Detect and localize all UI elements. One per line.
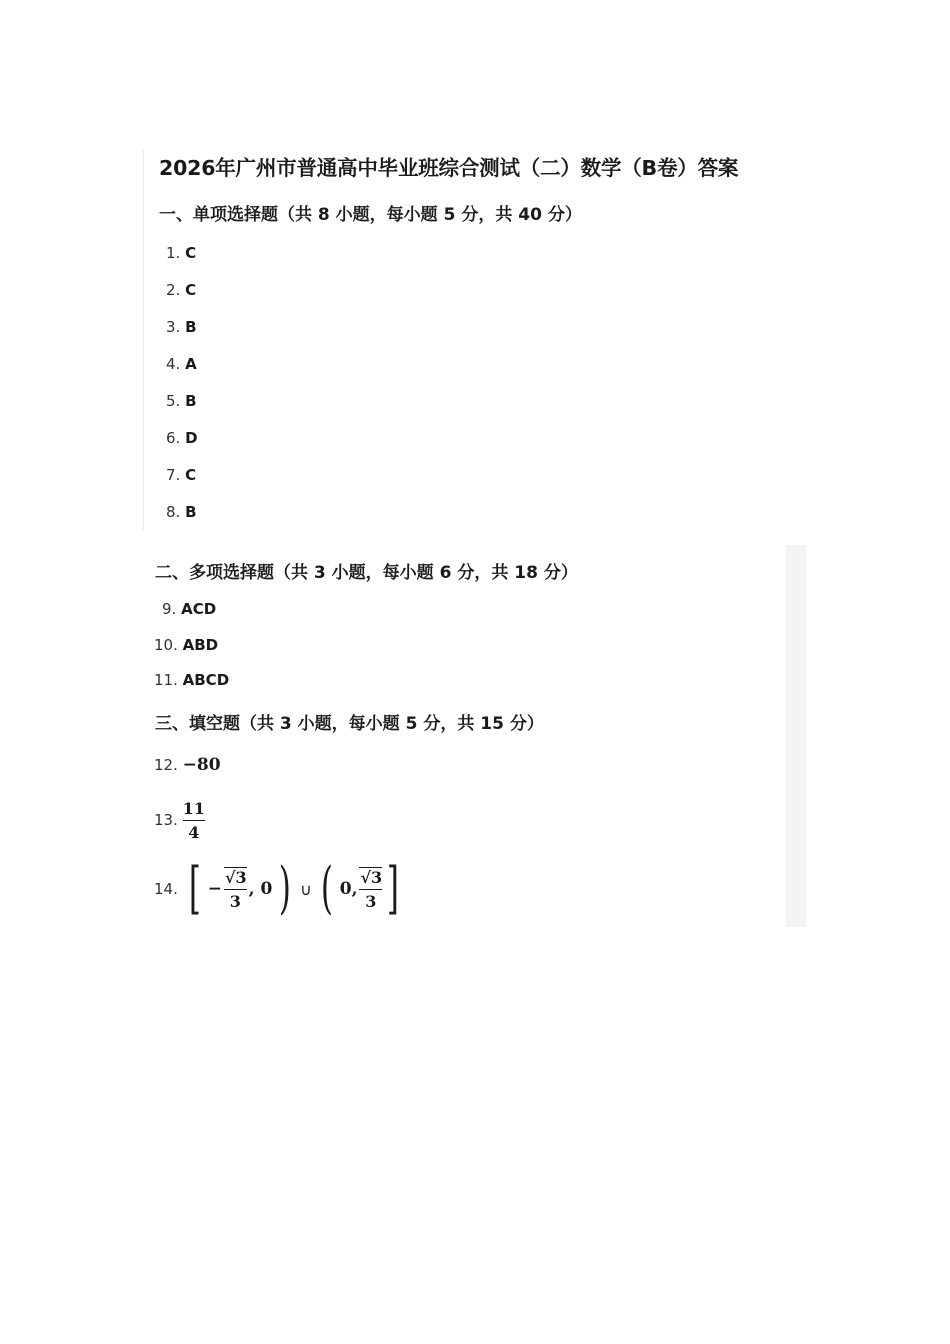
fraction: $\frac{√3}{3}$ <box>360 867 383 911</box>
list-item: 8. B <box>166 503 197 521</box>
right-bracket: ] <box>387 856 400 921</box>
list-item: 2. C <box>166 281 197 299</box>
list-item: 14. [ − $\frac{√3}{3}$ , 0 ) ∪ ( 0, $\frac{√3}{3}$ ] <box>154 856 400 921</box>
page-title: 2026年广州市普通高中毕业班综合测试（二）数学（B卷）答案 <box>159 156 739 180</box>
section-heading-single-choice: 一、单项选择题（共 8 小题，每小题 5 分，共 40 分） <box>159 205 582 225</box>
fraction: $\frac{√3}{3}$ <box>224 867 247 911</box>
list-item: 6. D <box>166 429 198 447</box>
list-item: 9. ACD <box>162 600 217 618</box>
list-item: 3. B <box>166 318 197 336</box>
list-item: 4. A <box>166 355 197 373</box>
list-item: 12. −80 <box>154 755 221 775</box>
fraction: $\frac{11}{4}$ <box>182 798 205 842</box>
list-item: 1. C <box>166 244 197 262</box>
section-heading-multi-choice: 二、多项选择题（共 3 小题，每小题 6 分，共 18 分） <box>155 563 578 583</box>
list-item: 13. $\frac{11}{4}$ <box>154 798 205 842</box>
list-item: 11. ABCD <box>154 671 230 689</box>
section-heading-fill-blank: 三、填空题（共 3 小题，每小题 5 分，共 15 分） <box>155 714 544 734</box>
list-item: 10. ABD <box>154 636 219 654</box>
scrollbar-track[interactable] <box>786 545 806 927</box>
left-bracket: [ <box>188 856 201 921</box>
left-border-line <box>143 150 144 530</box>
list-item: 7. C <box>166 466 197 484</box>
union-symbol: ∪ <box>300 879 312 899</box>
list-item: 5. B <box>166 392 197 410</box>
right-paren: ) <box>279 856 292 921</box>
left-paren: ( <box>320 856 333 921</box>
